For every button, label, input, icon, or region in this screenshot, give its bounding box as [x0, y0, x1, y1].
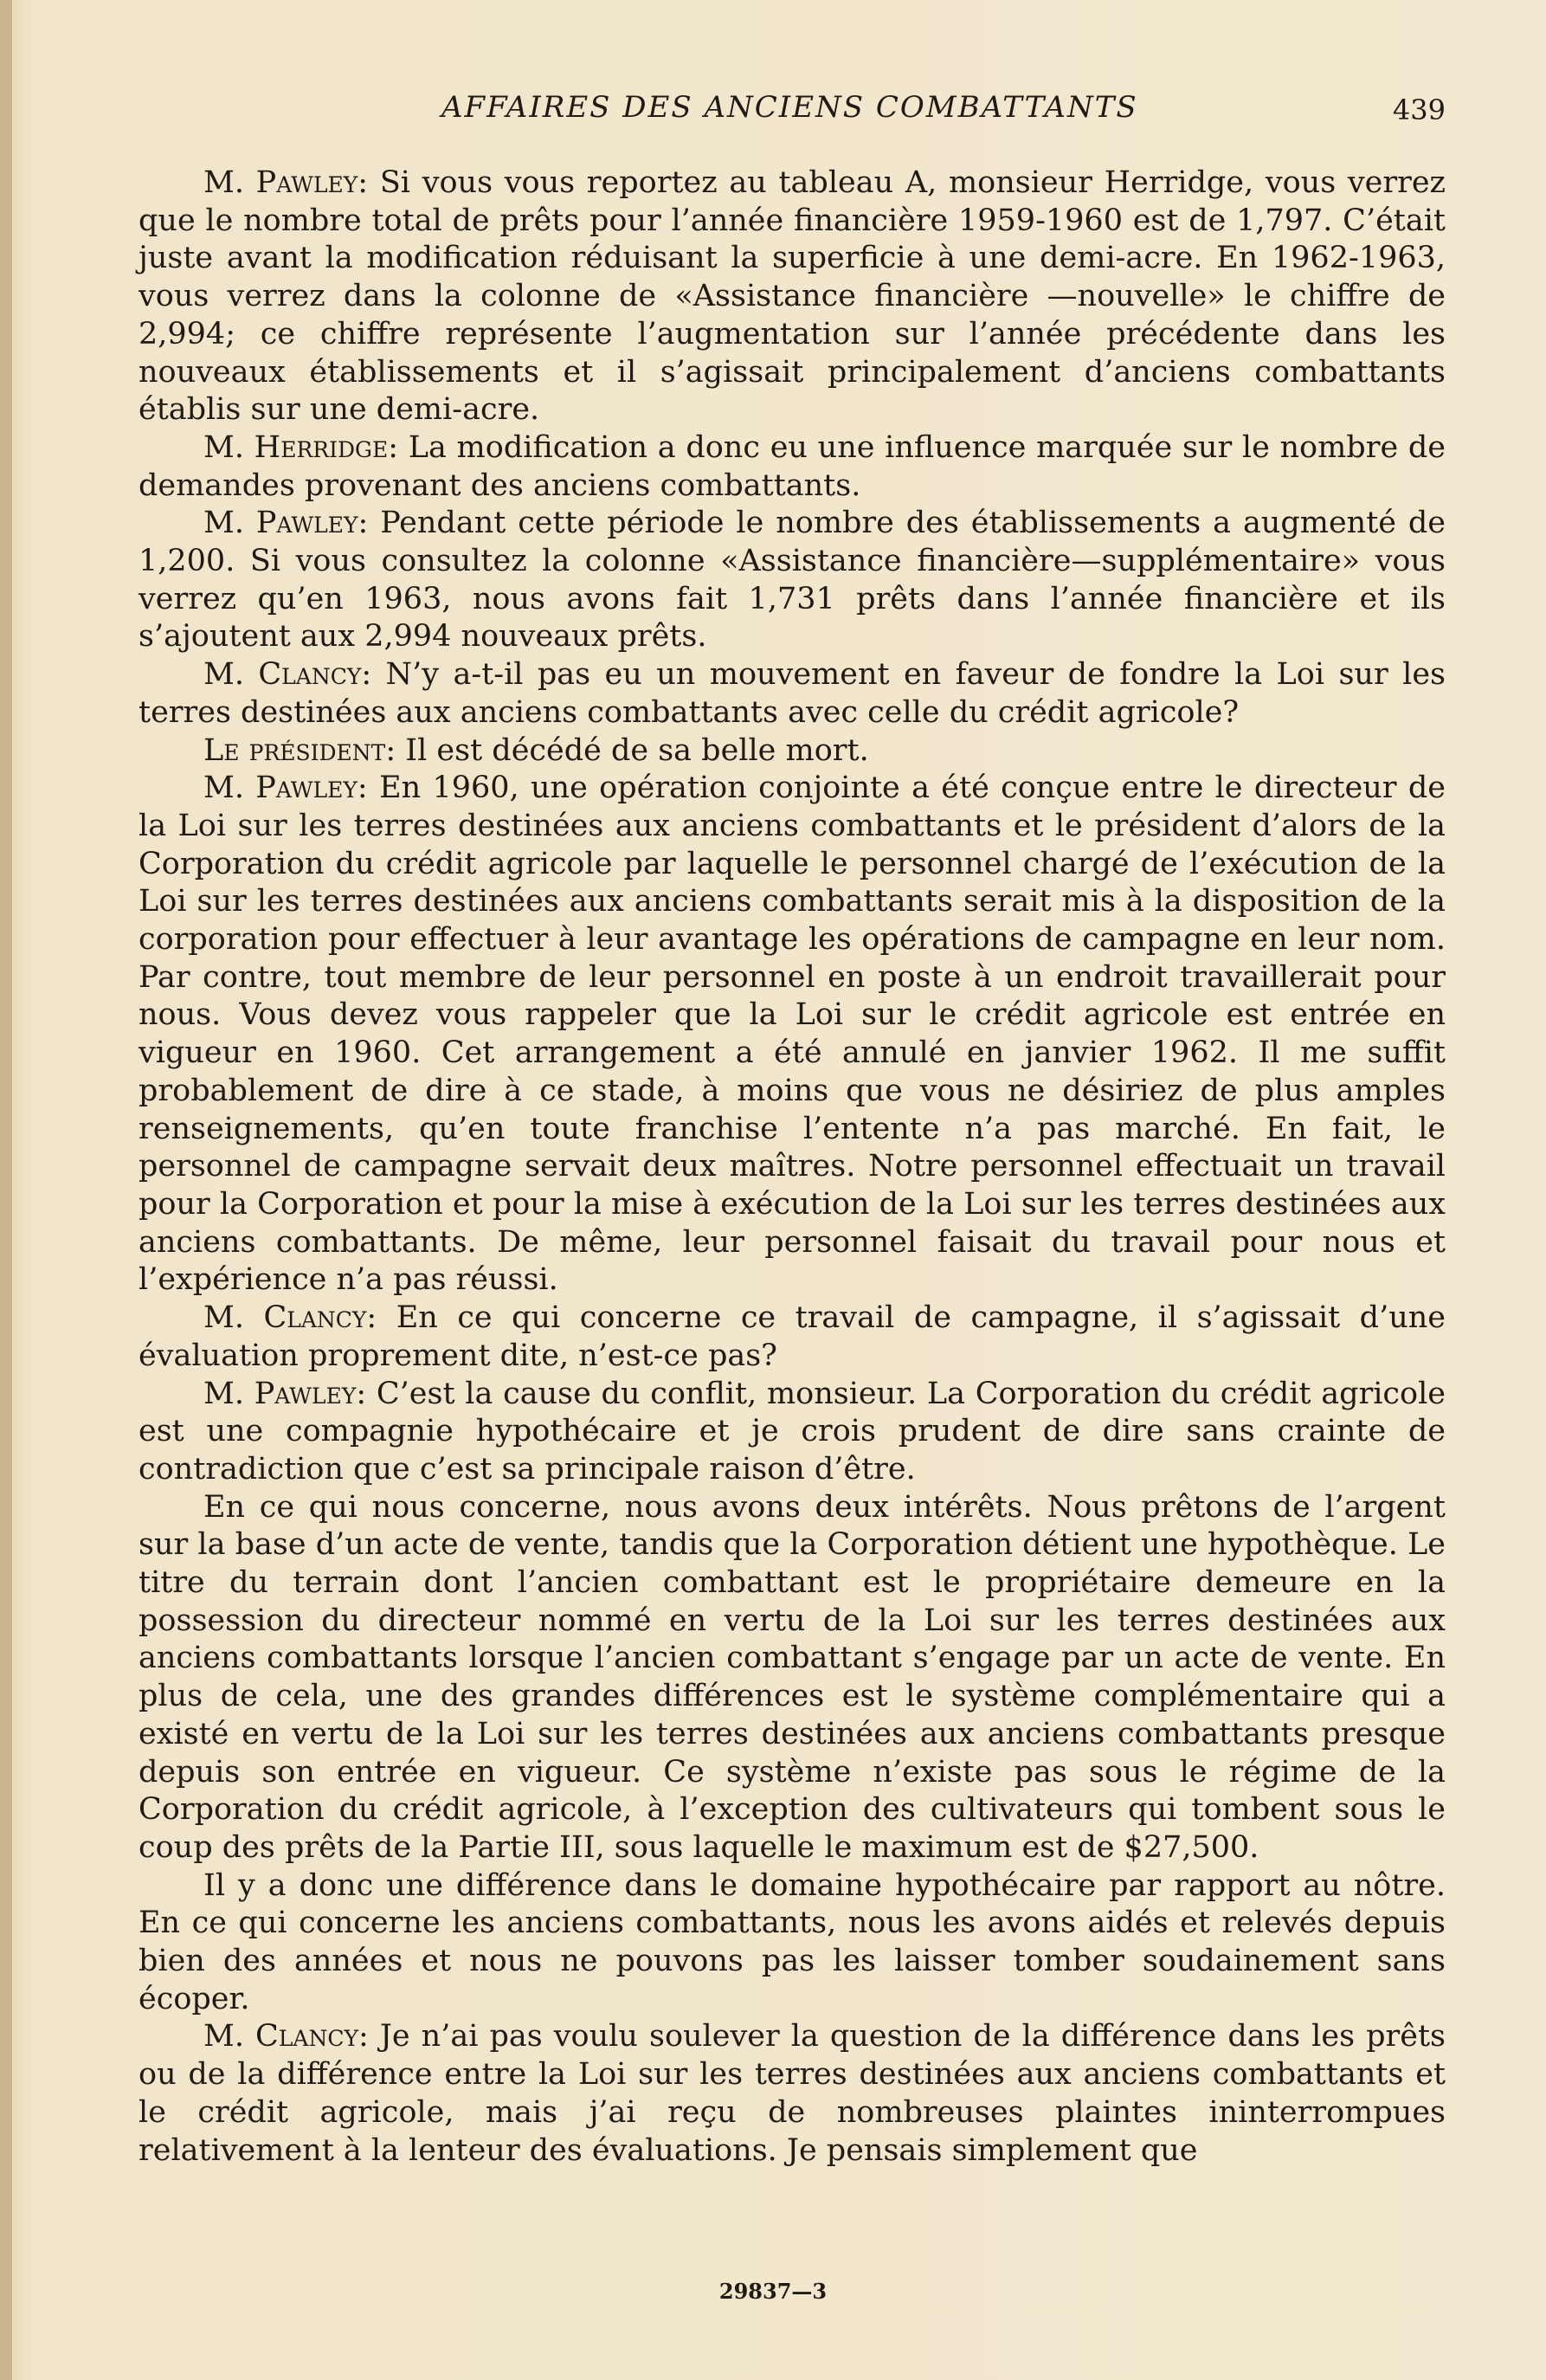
paragraph-text: En ce qui concerne ce travail de campagne, il s’agissait d’une évaluation proprement dite, n’est-ce pas? — [138, 1300, 1446, 1373]
speaker-name: Le président: — [203, 732, 396, 768]
paragraph-text: En 1960, une opération conjointe a été conçue entre le directeur de la Loi sur les terres destinées aux anciens combattants et le président d’alors de la Corporation du crédit agricole par laquelle le personnel chargé de l’exécution de la Loi sur les terres destinées aux anciens combattants serait mis à la disposition de la corporation pour effectuer à leur avantage les opérations de campagne en leur nom. Par contre, tout membre de leur personnel en poste à un endroit travaillerait pour nous. Vous devez vous rappeler que la Loi sur le crédit agricole est entrée en vigueur en 1960. Cet arrangement a été annulé en janvier 1962. Il me suffit probablement de dire à ce stade, à moins que vous ne désiriez de plus amples renseignements, qu’en toute franchise l’entente n’a pas marché. En fait, le personnel de campagne servait deux maîtres. Notre personnel effectuait un travail pour la Corporation et pour la mise à exécution de la Loi sur les terres destinées aux anciens combattants. De même, leur personnel faisait du travail pour nous et l’expérience n’a pas réussi. — [138, 771, 1446, 1298]
paragraph — [138, 2018, 1446, 2170]
paragraph-text: Il y a donc une différence dans le domaine hypothécaire par rapport au nôtre. En ce qui concerne les anciens combattants, nous les avons aidés et relevés depuis bien des années et nous ne pouvons pas les laisser tomber soudainement sans écoper. — [138, 1867, 1446, 2016]
signature-mark: 29837—3 — [718, 2279, 828, 2304]
paragraph — [138, 732, 1446, 771]
speaker-name: M. Clancy: — [203, 2019, 369, 2054]
speaker-name: M. Clancy: — [203, 657, 372, 693]
paragraph — [138, 1489, 1446, 1867]
paragraph-text: En ce qui nous concerne, nous avons deux intérêts. Nous prêtons de l’argent sur la base d’un acte de vente, tandis que la Corporation détient une hypothèque. Le titre du terrain dont l’ancien combattant est le propriétaire demeure en la possession du directeur nommé en vertu de la Loi sur les terres destinées aux anciens combattants lorsque l’ancien combattant s’engage par un acte de vente. En plus de cela, une des grandes différences est le système complémentaire qui a existé en vertu de la Loi sur les terres destinées aux anciens combattants presque depuis son entrée en vigueur. Ce système n’existe pas sous le régime de la Corporation du crédit agricole, à l’exception des cultivateurs qui tombent sous le coup des prêts de la Partie III, sous laquelle le maximum est de $27,500. — [138, 1489, 1446, 1865]
page-body — [138, 164, 1446, 2170]
page-header — [138, 90, 1446, 142]
speaker-name: M. Pawley: — [203, 165, 369, 200]
paragraph — [138, 1376, 1446, 1489]
paragraph — [138, 505, 1446, 656]
speaker-name: M. Pawley: — [203, 506, 369, 541]
paragraph — [138, 164, 1446, 429]
paragraph-text: N’y a-t-il pas eu un mouvement en faveur de fondre la Loi sur les terres destinées aux anciens combattants avec celle du crédit agricole? — [138, 657, 1446, 730]
paragraph-text: La modification a donc eu une influence marquée sur le nombre de demandes provenant des anciens combattants. — [138, 429, 1446, 503]
speaker-name: M. Herridge: — [203, 429, 399, 465]
paragraph-text: Pendant cette période le nombre des établissements a augmenté de 1,200. Si vous consultez la colonne «Assistance financière—supplémentaire» vous verrez qu’en 1963, nous avons fait 1,731 prêts dans l’année financière et ils s’ajoutent aux 2,994 nouveaux prêts. — [138, 506, 1446, 655]
binding-edge — [0, 0, 12, 2380]
paragraph — [138, 656, 1446, 732]
paragraph — [138, 1867, 1446, 2019]
paragraph — [138, 1300, 1446, 1375]
paragraph — [138, 770, 1446, 1300]
running-title: AFFAIRES DES ANCIENS COMBATTANTS — [441, 90, 1138, 125]
paragraph-text: Il est décédé de sa belle mort. — [396, 732, 869, 768]
speaker-name: M. Pawley: — [203, 1376, 367, 1411]
speaker-name: M. Pawley: — [203, 771, 368, 806]
paragraph-text: Si vous vous reportez au tableau A, monsieur Herridge, vous verrez que le nombre total de prêts pour l’année financière 1959-1960 est de 1,797. C’était juste avant la modification réduisant la superficie à une demi-acre. En 1962-1963, vous verrez dans la colonne de «Assistance financière —nouvelle» le chiffre de 2,994; ce chiffre représente l’augmentation sur l’année précédente dans les nouveaux établissements et il s’agissait principalement d’anciens combattants établis sur une demi-acre. — [138, 165, 1446, 428]
paragraph-text: Je n’ai pas voulu soulever la question de la différence dans les prêts ou de la différence entre la Loi sur les terres destinées aux anciens combattants et le crédit agricole, mais j’ai reçu de nombreuses plaintes ininterrompues relativement à la lenteur des évaluations. Je pensais simplement que — [138, 2019, 1446, 2168]
paragraph — [138, 429, 1446, 505]
page-number: 439 — [1392, 94, 1446, 126]
paragraph-text: C’est la cause du conflit, monsieur. La Corporation du crédit agricole est une compagnie hypothécaire et je crois prudent de dire sans crainte de contradiction que c’est sa principale raison d’être. — [138, 1376, 1446, 1487]
speaker-name: M. Clancy: — [203, 1300, 377, 1336]
